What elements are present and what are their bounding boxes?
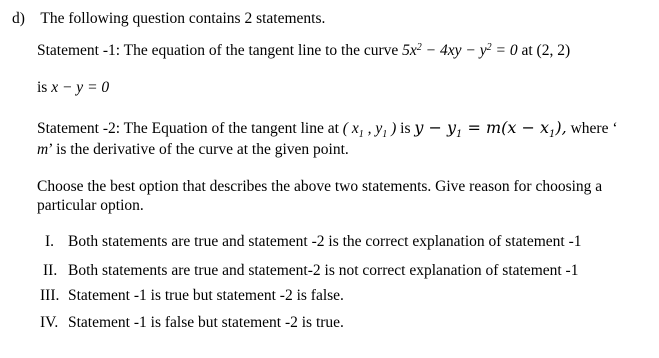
- option-3-text: Statement -1 is true but statement -2 is false.: [68, 287, 344, 304]
- question-header: [12, 10, 325, 28]
- statement-1-line-equation: x − y = 0: [51, 79, 110, 96]
- statement-2-continuation: [37, 141, 349, 159]
- option-4-text: Statement -1 is false but statement -2 is true.: [68, 314, 344, 331]
- question-intro: The following question contains 2 statements.: [40, 10, 326, 27]
- option-2-text: Both statements are true and statement-2 is not correct explanation of statement -1: [68, 262, 579, 279]
- statement-2-is-word: is: [396, 120, 415, 137]
- option-1: [45, 233, 581, 251]
- option-3-number: III.: [40, 287, 60, 304]
- option-3: [40, 287, 344, 305]
- statement-2-cont-text: ’ is the derivative of the curve at the given point.: [48, 141, 349, 158]
- instruction-line-2: particular option.: [37, 197, 144, 214]
- statement-2-formula: $y - y_1 = m(x - x_1)$,: [414, 118, 567, 140]
- statement-1: [37, 42, 570, 60]
- question-label: d): [12, 10, 25, 27]
- statement-1-curve-equation: $5x^2 - 4xy - y^2 = 0$: [402, 41, 518, 59]
- statement-2-point: ( $x_1$ , $y_1$ ): [342, 120, 397, 140]
- option-1-number: I.: [45, 233, 55, 250]
- statement-1-prefix: Statement -1: The equation of the tangent line to the curve: [37, 42, 403, 59]
- statement-2-variable-m: m: [37, 141, 49, 158]
- statement-2-where: where ‘: [566, 120, 618, 137]
- option-2: [43, 262, 578, 280]
- statement-2: [37, 119, 618, 138]
- option-4-number: IV.: [40, 314, 59, 331]
- statement-1-cont-text: is: [37, 79, 52, 96]
- statement-1-continuation: [37, 79, 109, 97]
- option-1-text: Both statements are true and statement -2 is the correct explanation of statement -1: [68, 233, 582, 250]
- option-4: [40, 314, 344, 332]
- statement-1-point: at (2, 2): [517, 42, 571, 59]
- instruction-line-1: Choose the best option that describes the above two statements. Give reason for choosing a: [37, 178, 603, 195]
- option-2-number: II.: [43, 262, 58, 279]
- statement-2-prefix: Statement -2: The Equation of the tangent line at: [37, 120, 343, 137]
